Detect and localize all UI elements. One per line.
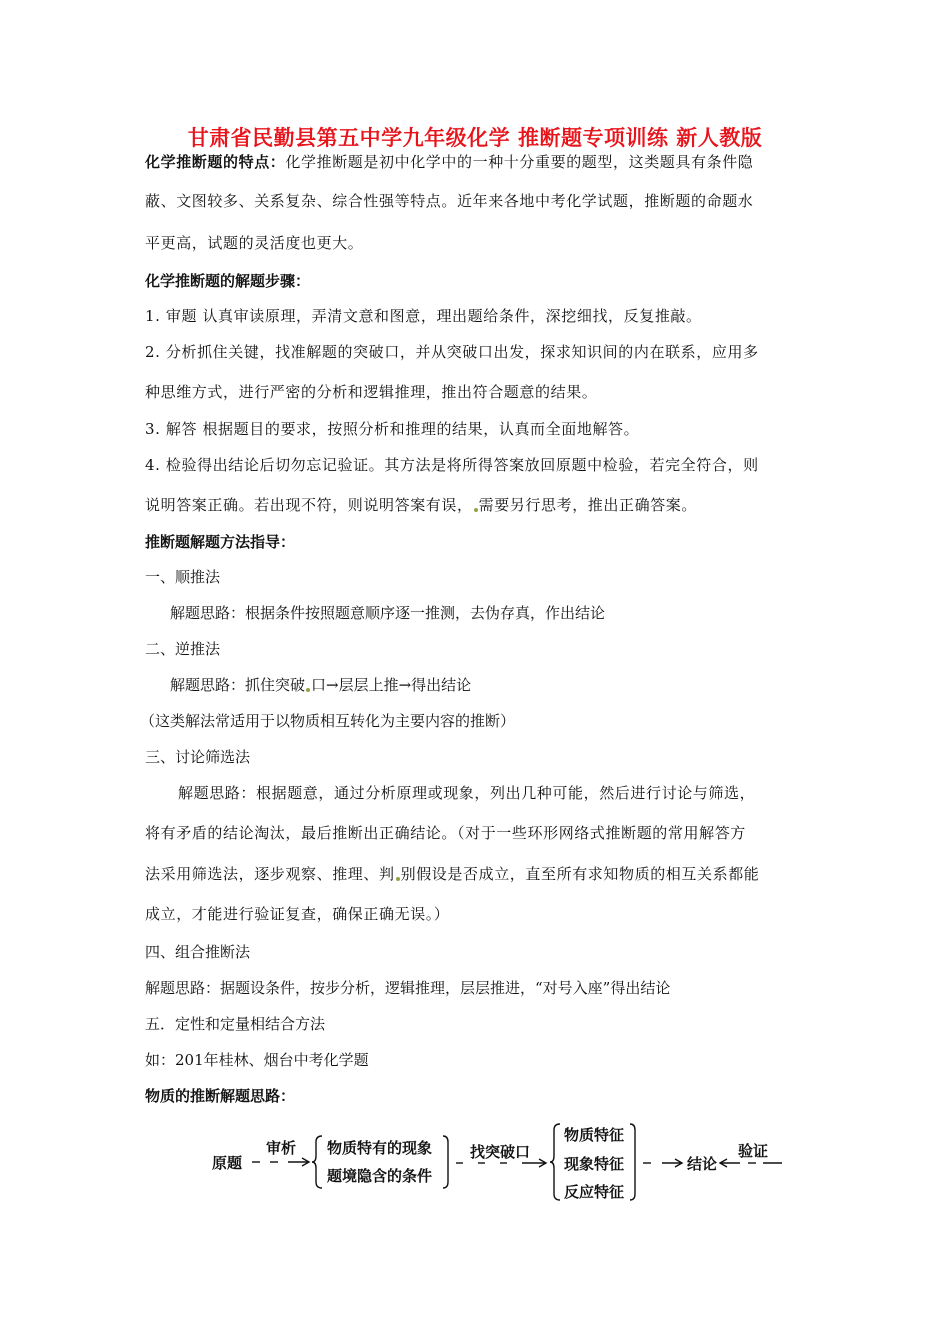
- method-3-text-b: 别假设是否成立，直至所有求知物质的相互关系都能: [400, 865, 760, 883]
- flow-arrow-1: [252, 1158, 309, 1166]
- method-4-title: 四、组合推断法: [145, 943, 251, 961]
- features-line-1: 化学推断题是初中化学中的一种十分重要的题型，这类题具有条件隐: [285, 153, 754, 171]
- flow-start: 原题: [212, 1154, 243, 1172]
- method-1-title: 一、顺推法: [145, 568, 221, 586]
- steps-heading: 化学推断题的解题步骤：: [145, 272, 311, 290]
- method-2-title: 二、逆推法: [145, 640, 221, 658]
- flow-group-2-brace-right: [630, 1124, 635, 1200]
- method-3-text-a: 法采用筛选法，逐步观察、推理、判: [145, 865, 395, 883]
- method-1-text: 解题思路：根据条件按照题意顺序逐一推测，去伪存真，作出结论: [170, 604, 606, 622]
- method-5-title: 五．定性和定量相结合方法: [145, 1015, 326, 1033]
- flow-arrow-1-label: 审析: [266, 1139, 297, 1157]
- document-title: 甘肃省民勤县第五中学九年级化学 推断题专项训练 新人教版: [187, 126, 763, 150]
- speck-mark: [306, 688, 310, 692]
- step-1: 1. 审题 认真审读原理，弄清文意和图意，理出题给条件，深挖细找，反复推敲。: [145, 307, 702, 325]
- method-3-line-1: 解题思路：根据题意，通过分析原理或现象，列出几种可能，然后进行讨论与筛选，: [178, 784, 756, 802]
- step-4-line-1: 4. 检验得出结论后切勿忘记验证。其方法是将所得答案放回原题中检验，若完全符合，则: [145, 456, 759, 474]
- flow-group-2-item-1: 物质特征: [564, 1126, 625, 1144]
- speck-mark: [474, 508, 478, 512]
- speck-mark: [396, 877, 400, 881]
- method-2-text: [170, 675, 471, 695]
- step-4-line-2: [145, 495, 697, 515]
- flow-group-1-item-1: 物质特有的现象: [327, 1139, 433, 1157]
- method-2-text-b: 口→层层上推→得出结论: [311, 676, 472, 694]
- step-4-text-b: 需要另行思考，推出正确答案。: [478, 496, 698, 514]
- flow-arrow-to-result: [643, 1159, 682, 1167]
- method-3-line-4: 成立，才能进行验证复查，确保正确无误。）: [145, 905, 450, 923]
- method-4-text: 解题思路：据题设条件，按步分析，逻辑推理，层层推进，“对号入座”得出结论: [145, 979, 671, 997]
- step-3: 3. 解答 根据题目的要求，按照分析和推理的结果，认真而全面地解答。: [145, 420, 640, 438]
- flow-group-2-brace-left: [550, 1124, 560, 1200]
- method-3-title: 三、讨论筛选法: [145, 748, 251, 766]
- flow-arrow-2-label: 找突破口: [470, 1143, 531, 1161]
- flow-group-1-brace-right: [443, 1136, 448, 1188]
- step-2-line-2: 种思维方式，进行严密的分析和逻辑推理，推出符合题意的结果。: [145, 383, 598, 401]
- features-paragraph: [145, 152, 753, 172]
- methods-heading: 推断题解题方法指导：: [145, 533, 296, 551]
- features-line-2: 蔽、文图较多、关系复杂、综合性强等特点。近年来各地中考化学试题，推断题的命题水: [145, 192, 754, 210]
- features-line-3: 平更高，试题的灵活度也更大。: [145, 234, 364, 252]
- method-2-text-a: 解题思路：抓住突破: [170, 676, 306, 694]
- flow-group-2-item-3: 反应特征: [564, 1183, 625, 1201]
- method-3-line-2: 将有矛盾的结论淘汰，最后推断出正确结论。（对于一些环形网络式推断题的常用解答方: [145, 824, 746, 842]
- step-2-line-1: 2. 分析抓住关键，找准解题的突破口，并从突破口出发，探求知识间的内在联系，应用多: [145, 343, 759, 361]
- method-5-text: 如：201年桂林、烟台中考化学题: [145, 1051, 369, 1069]
- method-3-line-3: [145, 864, 759, 884]
- features-heading: 化学推断题的特点：: [145, 153, 286, 171]
- flow-group-2-item-2: 现象特征: [564, 1155, 625, 1173]
- flow-result: 结论: [687, 1155, 718, 1173]
- step-4-text-a: 说明答案正确。若出现不符，则说明答案有误，: [145, 496, 473, 514]
- flow-arrow-3-label: 验证: [738, 1142, 769, 1160]
- flow-heading: 物质的推断解题思路：: [145, 1087, 296, 1105]
- flow-group-1-item-2: 题境隐含的条件: [327, 1167, 433, 1185]
- flow-group-1-brace-left: [312, 1136, 322, 1188]
- method-2-note: （这类解法常适用于以物质相互转化为主要内容的推断）: [140, 712, 516, 730]
